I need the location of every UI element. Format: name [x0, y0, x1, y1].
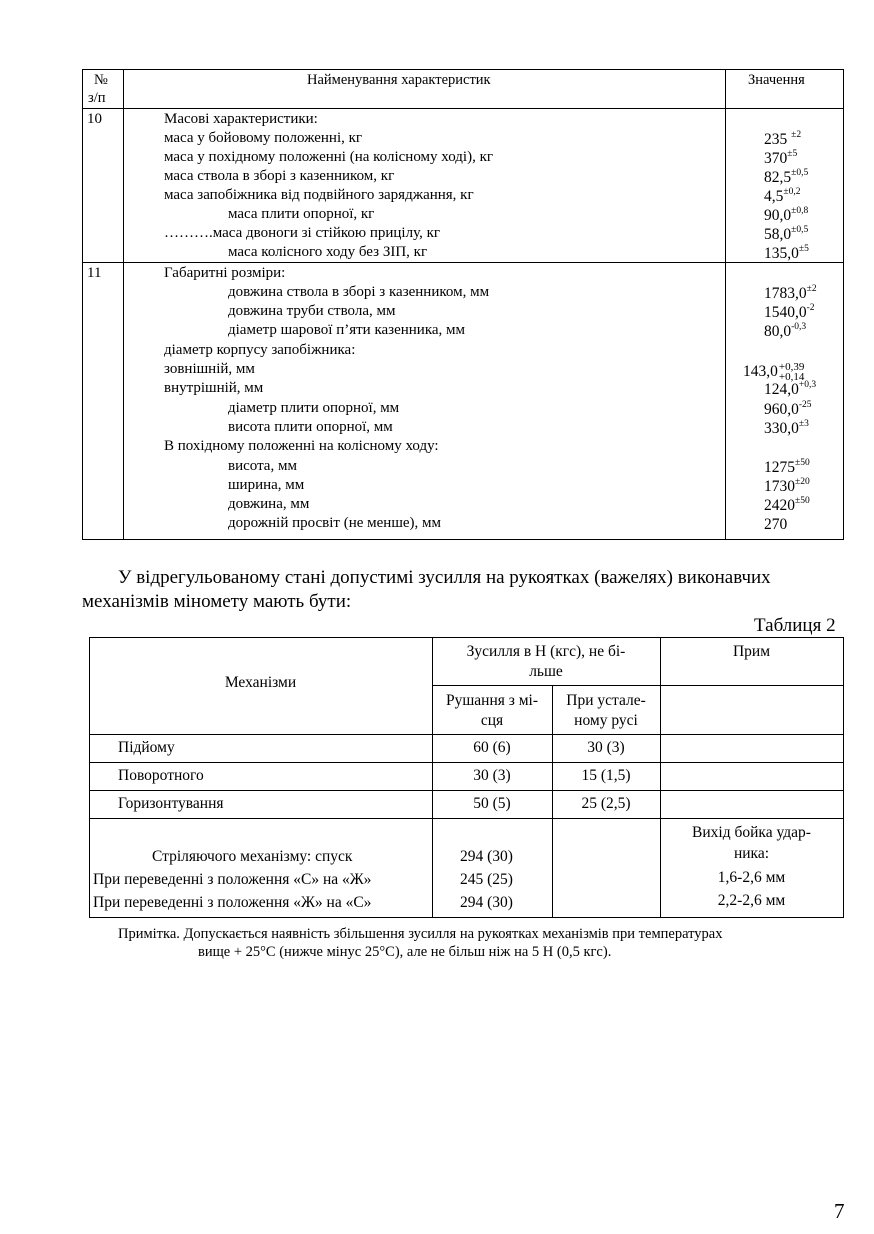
characteristic-value: $1540,0^{-2}$ — [764, 302, 815, 321]
forces-table — [89, 637, 844, 918]
note-text: 1,6-2,6 мм — [717, 869, 786, 886]
table-border — [89, 917, 844, 918]
row-number: 10 — [87, 111, 102, 127]
characteristic-label: діаметр шарової п’яти казенника, мм — [228, 322, 466, 338]
table-border — [843, 637, 844, 918]
characteristic-label: маса у бойовому положенні, кг — [164, 130, 363, 146]
force-start: 294 (30) — [460, 894, 513, 911]
table-border — [82, 69, 844, 70]
mechanism-name: Підйому — [118, 739, 175, 756]
characteristic-value: $1275^{\pm 50}$ — [764, 457, 810, 476]
characteristic-label: зовнішній, мм — [164, 361, 255, 377]
section-title: Масові характеристики: — [164, 111, 318, 127]
table-border — [82, 69, 83, 540]
characteristic-label: маса у похідному положенні (на колісному ході), кг — [164, 149, 494, 165]
characteristic-value: 270 — [764, 516, 788, 533]
body-text-line: У відрегульованому стані допустимі зусилля на рукоятках (важелях) виконавчих — [118, 567, 771, 588]
note-text: Вихід бойка удар- — [692, 824, 811, 841]
force-start: 60 (6) — [473, 739, 511, 756]
section-title: Габаритні розміри: — [164, 265, 286, 281]
force-start: 245 (25) — [460, 871, 513, 888]
mechanism-name: При переведенні з положення «С» на «Ж» — [93, 871, 372, 888]
table-border — [82, 108, 844, 109]
characteristic-label: висота, мм — [228, 458, 297, 474]
characteristic-value: $370^{\pm 5}$ — [764, 148, 798, 167]
header-no: № — [94, 72, 108, 88]
characteristic-label: діаметр плити опорної, мм — [228, 400, 400, 416]
characteristics-table — [82, 69, 844, 540]
characteristic-label: маса колісного ходу без ЗІП, кг — [228, 244, 428, 260]
characteristic-value: $2420^{\pm 50}$ — [764, 495, 810, 514]
body-text-line: механізмів міномету мають бути: — [82, 591, 352, 612]
characteristic-value: 235 $^{\pm 2}$ — [764, 129, 802, 148]
characteristic-value: $330,0^{\pm 3}$ — [764, 418, 809, 437]
table-border — [89, 734, 844, 735]
characteristic-label: висота плити опорної, мм — [228, 419, 393, 435]
table-border — [89, 790, 844, 791]
table-caption: Таблиця 2 — [754, 615, 836, 636]
force-start: 294 (30) — [460, 848, 513, 865]
header-note: Прим — [732, 643, 771, 660]
table-border — [82, 262, 844, 263]
characteristic-value: $4,5^{\pm 0,2}$ — [764, 186, 801, 205]
characteristic-label: дорожній просвіт (не менше), мм — [228, 515, 442, 531]
force-steady: 15 (1,5) — [581, 767, 631, 784]
note-text: 2,2-2,6 мм — [717, 892, 786, 909]
characteristic-value: $80,0^{-0,3}$ — [764, 321, 807, 340]
table-border — [843, 69, 844, 540]
note-text: ника: — [733, 845, 770, 862]
header-value: Значення — [748, 72, 805, 88]
header-start: Рушання з мі- — [445, 692, 539, 709]
mechanism-name: Горизонтування — [118, 795, 224, 812]
mechanism-name: Стріляючого механізму: спуск — [152, 848, 353, 865]
section-title: В похідному положенні на колісному ходу: — [164, 438, 439, 454]
section-title: діаметр корпусу запобіжника: — [164, 342, 356, 358]
table-border — [432, 685, 844, 686]
header-steady: При устале- — [566, 692, 646, 709]
header-start: сця — [480, 712, 504, 729]
characteristic-label: ……….маса двоноги зі стійкою прицілу, кг — [164, 225, 441, 241]
header-name: Найменування характеристик — [307, 72, 491, 88]
header-mechanisms: Механізми — [224, 674, 297, 691]
table-border — [82, 539, 844, 540]
header-force: льше — [529, 663, 563, 680]
characteristic-value: $90,0^{\pm 0,8}$ — [764, 205, 809, 224]
table-border — [89, 818, 844, 819]
characteristic-label: довжина, мм — [228, 496, 310, 512]
characteristic-label: довжина ствола в зборі з казенником, мм — [228, 284, 490, 300]
table-border — [725, 69, 726, 540]
tolerance-stack: +0,39 +0,14 — [778, 361, 805, 383]
characteristic-value: 143,0 +0,39 +0,14 — [743, 361, 805, 383]
characteristic-value: $1783,0^{\pm 2}$ — [764, 283, 817, 302]
header-steady: ному русі — [574, 712, 638, 729]
characteristic-label: маса запобіжника від подвійного заряджання, кг — [164, 187, 474, 203]
characteristic-value: $58,0^{\pm 0,5}$ — [764, 224, 809, 243]
characteristic-value: $135,0^{\pm 5}$ — [764, 243, 809, 262]
table-border — [89, 637, 844, 638]
mechanism-name: Поворотного — [118, 767, 204, 784]
table-border — [89, 762, 844, 763]
force-start: 50 (5) — [473, 795, 511, 812]
row-number: 11 — [87, 265, 102, 281]
characteristic-label: маса ствола в зборі з казенником, кг — [164, 168, 395, 184]
characteristic-label: ширина, мм — [228, 477, 305, 493]
characteristic-value: $1730^{\pm 20}$ — [764, 476, 810, 495]
characteristic-label: довжина труби ствола, мм — [228, 303, 396, 319]
footnote-line: вище + 25°С (нижче мінус 25°С), але не більш ніж на 5 Н (0,5 кгс). — [198, 944, 612, 960]
table-border — [123, 69, 124, 540]
page-number: 7 — [834, 1199, 845, 1223]
characteristic-label: внутрішній, мм — [164, 380, 264, 396]
header-no-sub: з/п — [88, 90, 106, 106]
characteristic-value: $960,0^{-25}$ — [764, 399, 812, 418]
header-force: Зусилля в Н (кгс), не бі- — [466, 643, 626, 660]
footnote-line: Примітка. Допускається наявність збільшення зусилля на рукоятках механізмів при температурах — [118, 926, 723, 942]
characteristic-value: $124,0^{+0,3}$ — [764, 379, 817, 398]
force-start: 30 (3) — [473, 767, 511, 784]
characteristic-value: $82,5^{\pm 0,5}$ — [764, 167, 809, 186]
characteristic-label: маса плити опорної, кг — [228, 206, 375, 222]
force-steady: 30 (3) — [587, 739, 625, 756]
force-steady: 25 (2,5) — [581, 795, 631, 812]
mechanism-name: При переведенні з положення «Ж» на «С» — [93, 894, 372, 911]
